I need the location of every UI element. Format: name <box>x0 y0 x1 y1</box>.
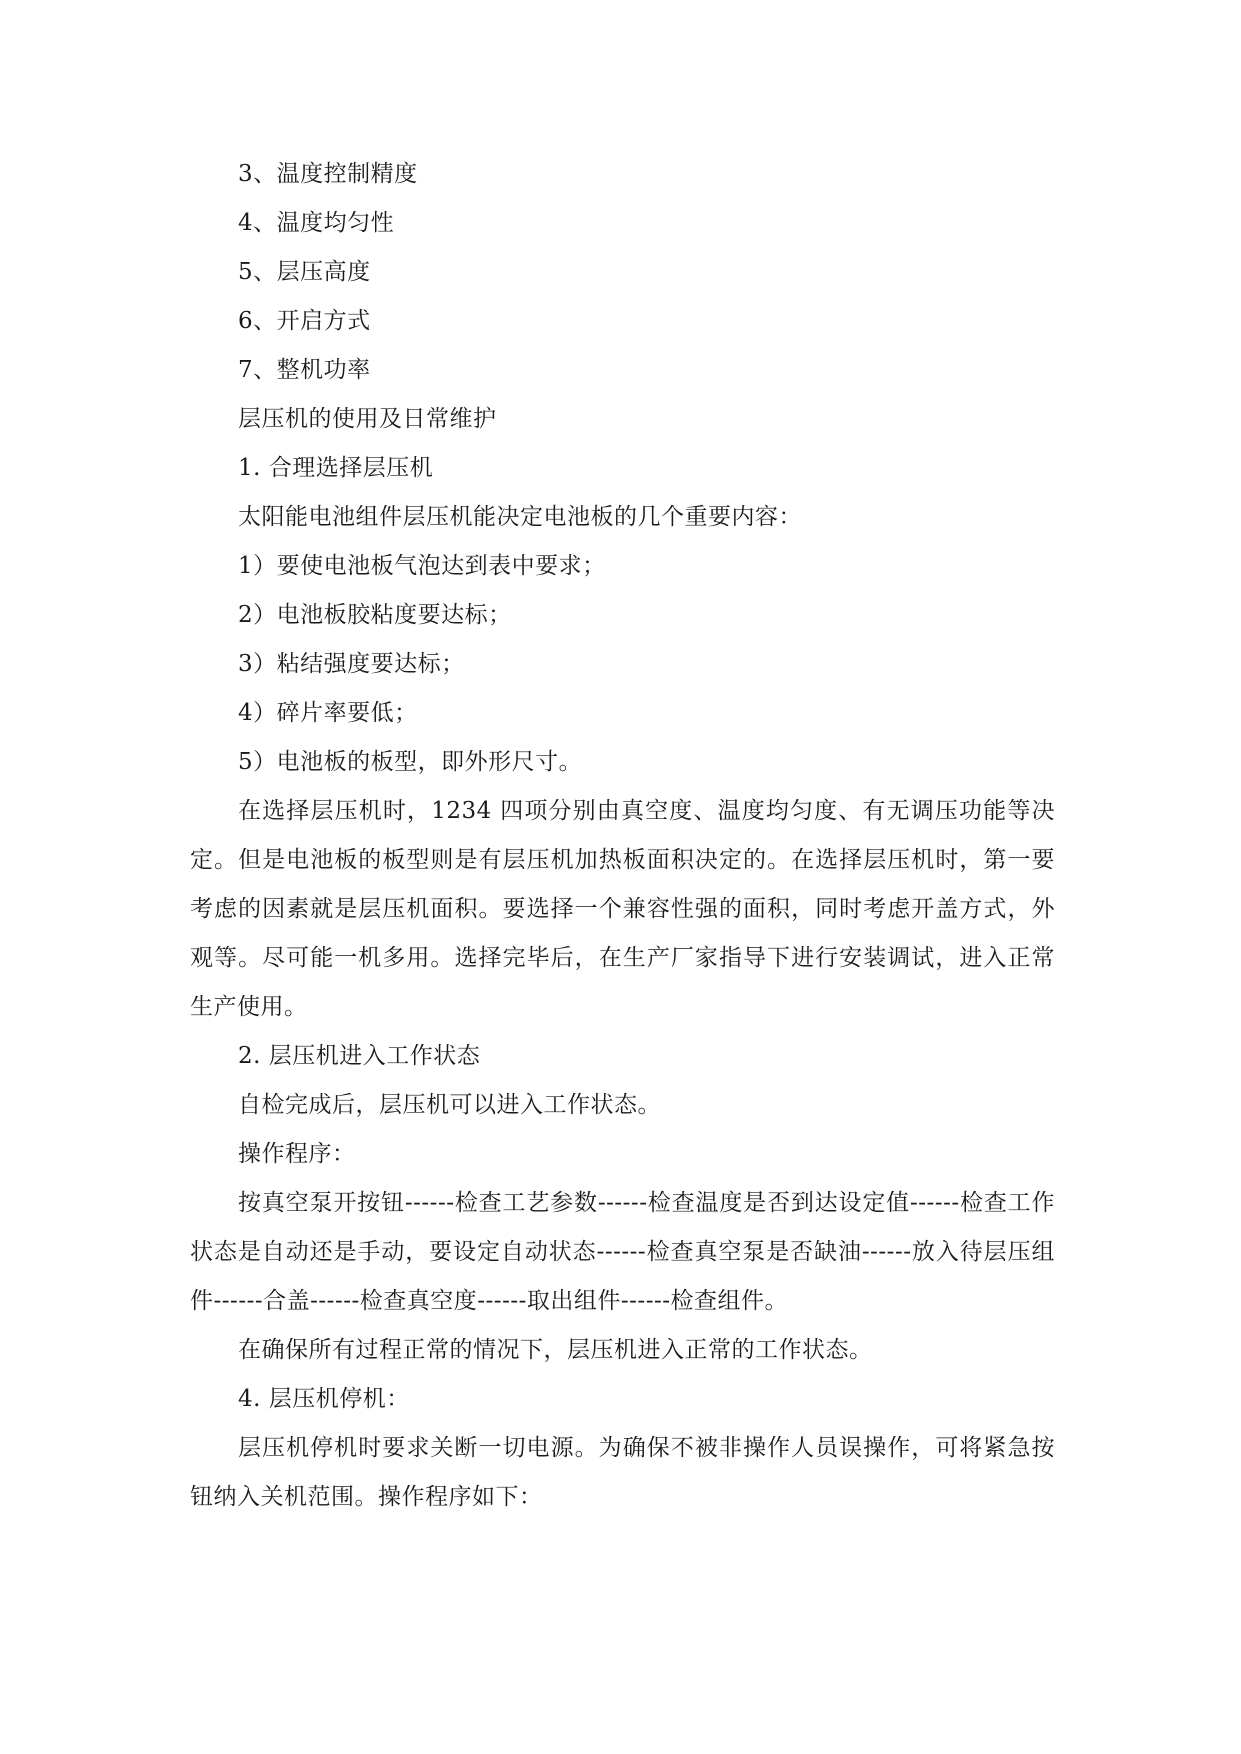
paragraph-selection-guidance: 在选择层压机时，1234 四项分别由真空度、温度均匀度、有无调压功能等决定。但是电池板的板型则是有层压机加热板面积决定的。在选择层压机时，第一要考虑的因素就是层压机面积。要选择一个兼容性强的面积，同时考虑开盖方式，外观等。尽可能一机多用。选择完毕后，在生产厂家指导下进行安装调试，进入正常生产使用。 <box>190 798 1055 1020</box>
document-body <box>190 150 1055 1522</box>
list-item-adhesion: 2）电池板胶粘度要达标； <box>238 602 512 628</box>
paragraph-shutdown-instructions: 层压机停机时要求关断一切电源。为确保不被非操作人员误操作，可将紧急按钮纳入关机范围。操作程序如下： <box>190 1435 1055 1510</box>
paragraph-self-check: 自检完成后，层压机可以进入工作状态。 <box>238 1092 661 1118</box>
list-item-total-power: 7、整机功率 <box>238 357 371 383</box>
label-operating-procedure: 操作程序： <box>238 1141 356 1167</box>
section-heading-usage-maintenance: 层压机的使用及日常维护 <box>238 406 497 432</box>
list-item-panel-shape: 5）电池板的板型，即外形尺寸。 <box>238 749 583 775</box>
list-item-bubbles: 1）要使电池板气泡达到表中要求； <box>238 553 606 579</box>
paragraph-normal-working-state: 在确保所有过程正常的情况下，层压机进入正常的工作状态。 <box>238 1337 873 1363</box>
subheading-working-state: 2. 层压机进入工作状态 <box>238 1043 481 1069</box>
paragraph-procedure-steps: 按真空泵开按钮------检查工艺参数------检查温度是否到达设定值------检查工作状态是自动还是手动，要设定自动状态------检查真空泵是否缺油------放入待层压组件------合盖------检查真空度------取出组件------检查组件。 <box>190 1190 1055 1314</box>
list-item-lamination-height: 5、层压高度 <box>238 259 371 285</box>
list-item-bond-strength: 3）粘结强度要达标； <box>238 651 465 677</box>
subheading-shutdown: 4. 层压机停机： <box>238 1386 410 1412</box>
paragraph-intro-contents: 太阳能电池组件层压机能决定电池板的几个重要内容： <box>238 504 802 530</box>
list-item-opening-method: 6、开启方式 <box>238 308 371 334</box>
list-item-breakage-rate: 4）碎片率要低； <box>238 700 418 726</box>
subheading-select-laminator: 1. 合理选择层压机 <box>238 455 434 481</box>
list-item-temperature-control-precision: 3、温度控制精度 <box>238 161 418 187</box>
list-item-temperature-uniformity: 4、温度均匀性 <box>238 210 395 236</box>
